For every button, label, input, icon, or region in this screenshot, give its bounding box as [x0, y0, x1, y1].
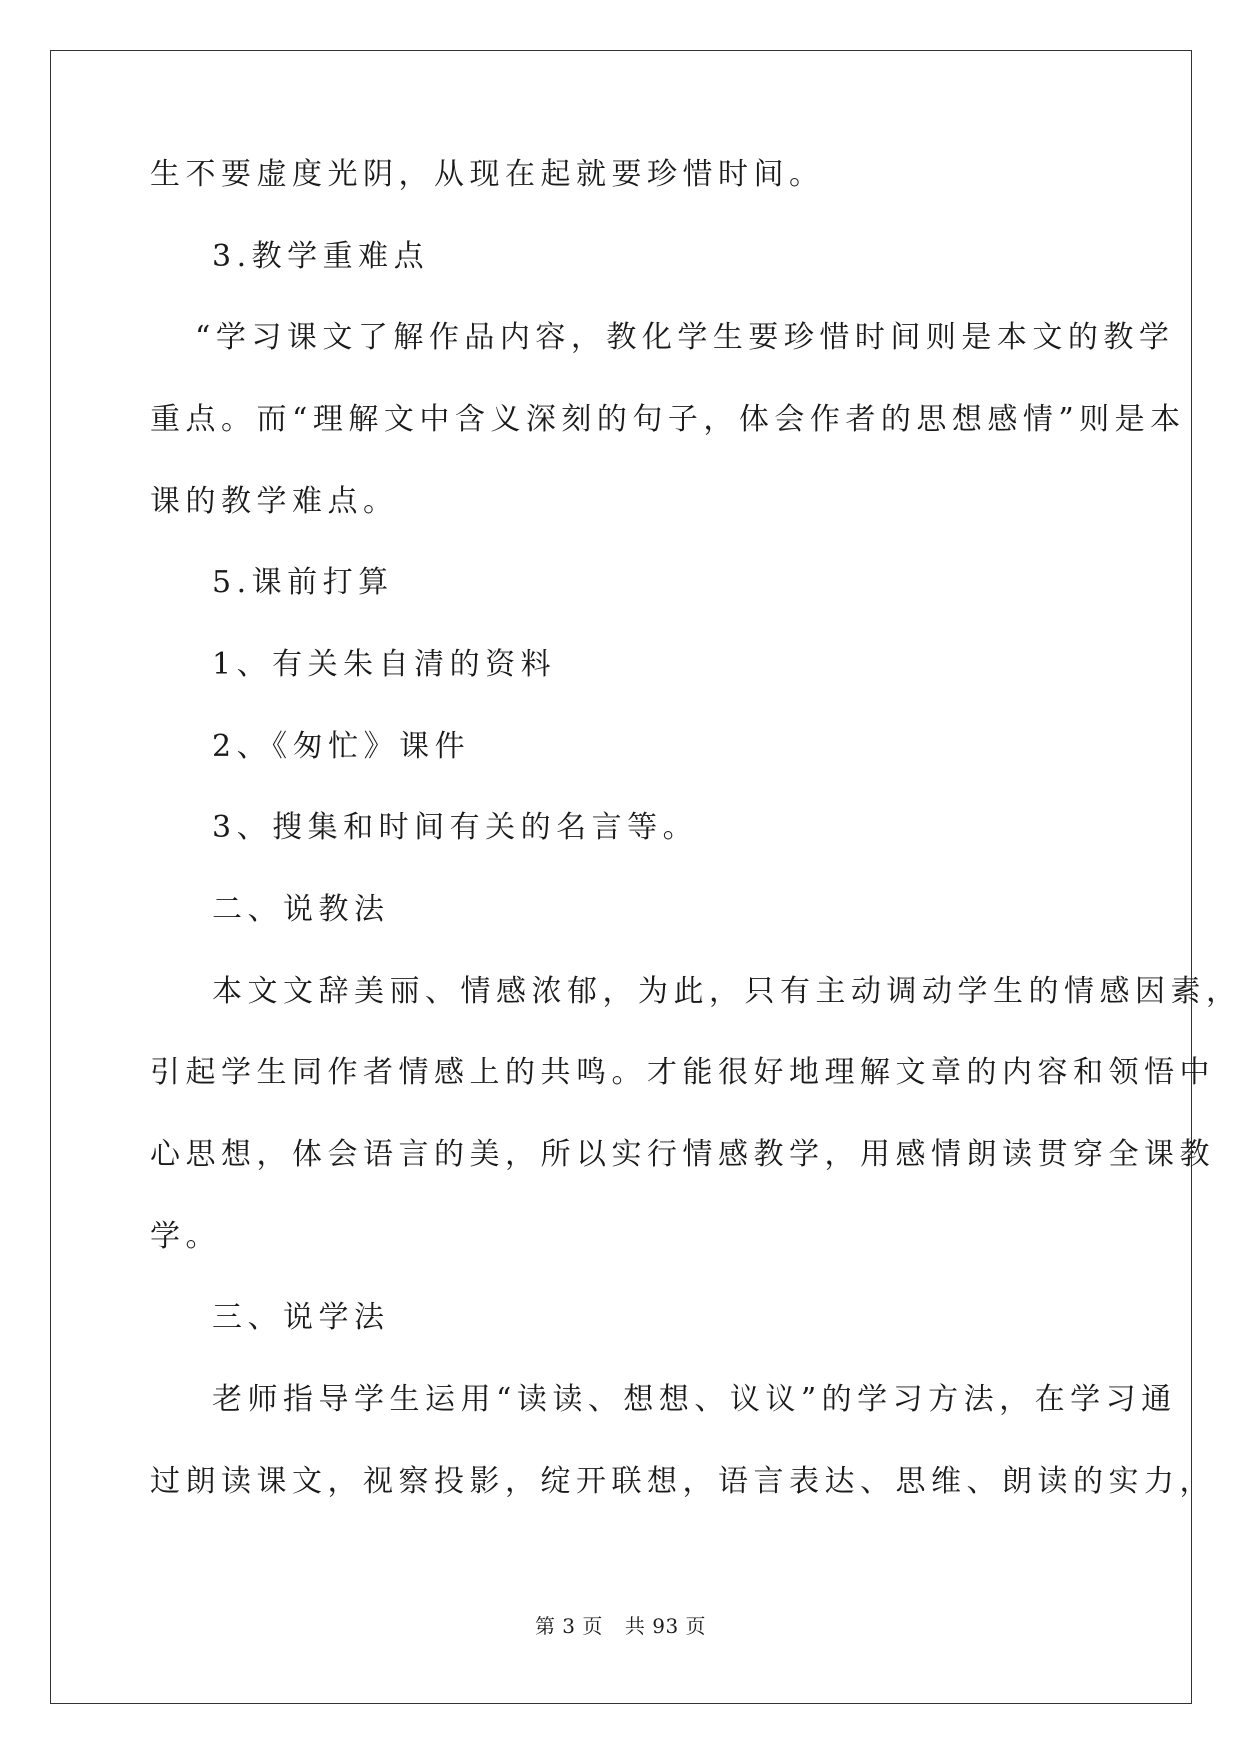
paragraph-line: 引起学生同作者情感上的共鸣。才能很好地理解文章的内容和领悟中 [150, 1055, 1215, 1090]
paragraph-line: 学。 [150, 1219, 221, 1254]
paragraph-line: “学习课文了解作品内容，教化学生要珍惜时间则是本文的教学 [195, 320, 1175, 355]
paragraph-line: 生不要虚度光阴，从现在起就要珍惜时间。 [150, 157, 825, 192]
paragraph-line: 心思想，体会语言的美，所以实行情感教学，用感情朗读贯穿全课教 [150, 1137, 1215, 1172]
page-number-current: 第 3 页 [534, 1614, 603, 1638]
paragraph-line: 过朗读课文，视察投影，绽开联想，语言表达、思维、朗读的实力， [150, 1464, 1215, 1499]
page-border [50, 50, 1192, 1704]
section-heading: 二、说教法 [212, 892, 390, 927]
paragraph-line: 本文文辞美丽、情感浓郁，为此，只有主动调动学生的情感因素， [212, 974, 1241, 1009]
list-item: 3、搜集和时间有关的名言等。 [212, 810, 699, 845]
section-heading: 三、说学法 [212, 1300, 390, 1335]
list-item: 2、《匆忙》课件 [212, 729, 471, 764]
paragraph-line: 重点。而“理解文中含义深刻的句子，体会作者的思想感情”则是本 [150, 402, 1186, 437]
paragraph-line: 课的教学难点。 [150, 484, 399, 519]
section-heading: 3.教学重难点 [212, 239, 430, 274]
paragraph-line: 老师指导学生运用“读读、想想、议议”的学习方法，在学习通 [212, 1382, 1177, 1417]
page-footer [0, 1614, 1241, 1638]
list-item: 1、有关朱自清的资料 [212, 647, 557, 682]
section-heading: 5.课前打算 [212, 565, 394, 600]
page-number-total: 共 93 页 [624, 1614, 707, 1638]
